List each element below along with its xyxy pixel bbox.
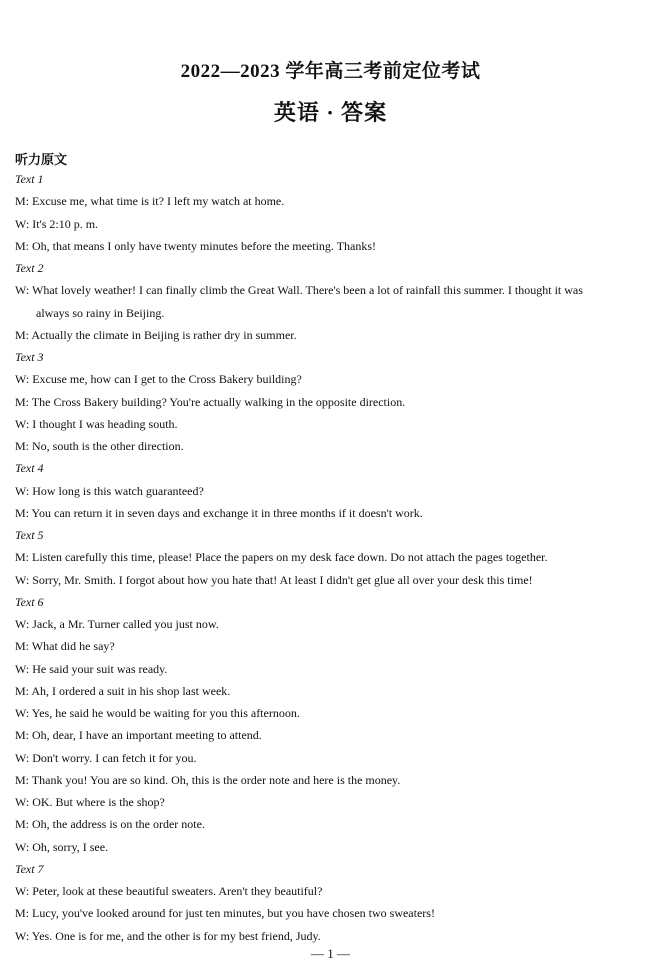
- dialogue-line: [15, 413, 650, 435]
- dialogue-line: [15, 368, 650, 390]
- text-label-text: Text 5: [15, 528, 44, 542]
- dialogue-text: W: He said your suit was ready.: [15, 661, 168, 676]
- dialogue-line: [15, 747, 650, 769]
- dialogue-text: M: Thank you! You are so kind. Oh, this is the order note and here is the money.: [15, 772, 401, 787]
- page-title: 2022—2023 学年高三考前定位考试: [180, 61, 481, 82]
- dialogue-text: W: It's 2:10 p. m.: [15, 216, 99, 231]
- dialogue-line: [15, 546, 650, 568]
- dialogue-line: [15, 279, 650, 324]
- dialogue-line: [15, 635, 650, 657]
- dialogue-text: W: What lovely weather! I can finally climb the Great Wall. There's been a lot of rainfall this summer. I thought it was: [15, 283, 583, 298]
- dialogue-line: [15, 435, 650, 457]
- dialogue-text: M: Oh, that means I only have twenty minutes before the meeting. Thanks!: [15, 238, 377, 253]
- transcript: [15, 168, 650, 947]
- dialogue-line: [15, 190, 650, 212]
- text-label-text: Text 7: [15, 861, 44, 876]
- dialogue-line: [15, 480, 650, 502]
- dialogue-line: [15, 502, 650, 524]
- dialogue-text: M: Ah, I ordered a suit in his shop last week.: [15, 683, 231, 698]
- text-label-text: Text 1: [15, 172, 44, 186]
- dialogue-line: [15, 658, 650, 680]
- dialogue-text: W: Yes. One is for me, and the other is for my best friend, Judy.: [15, 928, 321, 943]
- dialogue-line: [15, 324, 650, 346]
- dialogue-text: W: How long is this watch guaranteed?: [15, 483, 204, 498]
- dialogue-line: [15, 569, 650, 591]
- dialogue-text: M: Oh, dear, I have an important meeting to attend.: [15, 728, 262, 743]
- dialogue-text: M: Oh, the address is on the order note.: [15, 817, 205, 832]
- dialogue-line: [15, 213, 650, 235]
- dialogue-text: W: OK. But where is the shop?: [15, 795, 165, 809]
- dialogue-line: [15, 880, 650, 902]
- text-label: [15, 168, 650, 190]
- dialogue-text: W: Peter, look at these beautiful sweaters. Aren't they beautiful?: [15, 884, 323, 898]
- dialogue-line: [15, 680, 650, 702]
- dialogue-text: M: Lucy, you've looked around for just ten minutes, but you have chosen two sweaters!: [15, 906, 435, 921]
- text-label: [15, 257, 650, 279]
- dialogue-line: [15, 724, 650, 746]
- dialogue-line: [15, 702, 650, 724]
- dialogue-text: M: No, south is the other direction.: [15, 439, 184, 453]
- text-label-text: Text 2: [15, 261, 44, 275]
- text-label: [15, 457, 650, 479]
- page-subtitle: 英语 · 答案: [273, 100, 388, 125]
- text-label-text: Text 4: [15, 461, 44, 476]
- dialogue-line: [15, 235, 650, 257]
- text-label: [15, 858, 650, 880]
- text-label-text: Text 3: [15, 350, 44, 364]
- dialogue-text: M: You can return it in seven days and exchange it in three months if it doesn't work.: [15, 505, 423, 520]
- dialogue-line: [15, 613, 650, 635]
- dialogue-text: M: Listen carefully this time, please! Place the papers on my desk face down. Do not attach the pages together.: [15, 550, 548, 565]
- dialogue-text: W: I thought I was heading south.: [15, 416, 178, 431]
- dialogue-line: [15, 925, 650, 947]
- dialogue-line: [15, 813, 650, 835]
- section-heading: 听力原文: [15, 153, 68, 168]
- text-label: [15, 591, 650, 613]
- dialogue-text: W: Yes, he said he would be waiting for you this afternoon.: [15, 706, 300, 720]
- dialogue-text: M: What did he say?: [15, 639, 115, 654]
- dialogue-text: M: Excuse me, what time is it? I left my watch at home.: [15, 194, 285, 209]
- dialogue-text: W: Jack, a Mr. Turner called you just now.: [15, 617, 219, 631]
- page-number: — 1 —: [311, 946, 350, 961]
- dialogue-text: M: The Cross Bakery building? You're actually walking in the opposite direction.: [15, 394, 406, 409]
- text-label: [15, 346, 650, 368]
- dialogue-line: [15, 791, 650, 813]
- dialogue-line: [15, 391, 650, 413]
- dialogue-text: W: Don't worry. I can fetch it for you.: [15, 750, 197, 765]
- dialogue-line: [15, 902, 650, 924]
- dialogue-text: W: Oh, sorry, I see.: [15, 839, 109, 854]
- dialogue-text: M: Actually the climate in Beijing is rather dry in summer.: [15, 327, 297, 342]
- dialogue-text: W: Sorry, Mr. Smith. I forgot about how you hate that! At least I didn't get glue all over your desk this time!: [15, 572, 533, 587]
- text-label-text: Text 6: [15, 594, 44, 609]
- dialogue-line: [15, 769, 650, 791]
- dialogue-line: [15, 836, 650, 858]
- text-label: [15, 524, 650, 546]
- dialogue-text: W: Excuse me, how can I get to the Cross Bakery building?: [15, 372, 302, 387]
- dialogue-continuation: always so rainy in Beijing.: [36, 305, 165, 320]
